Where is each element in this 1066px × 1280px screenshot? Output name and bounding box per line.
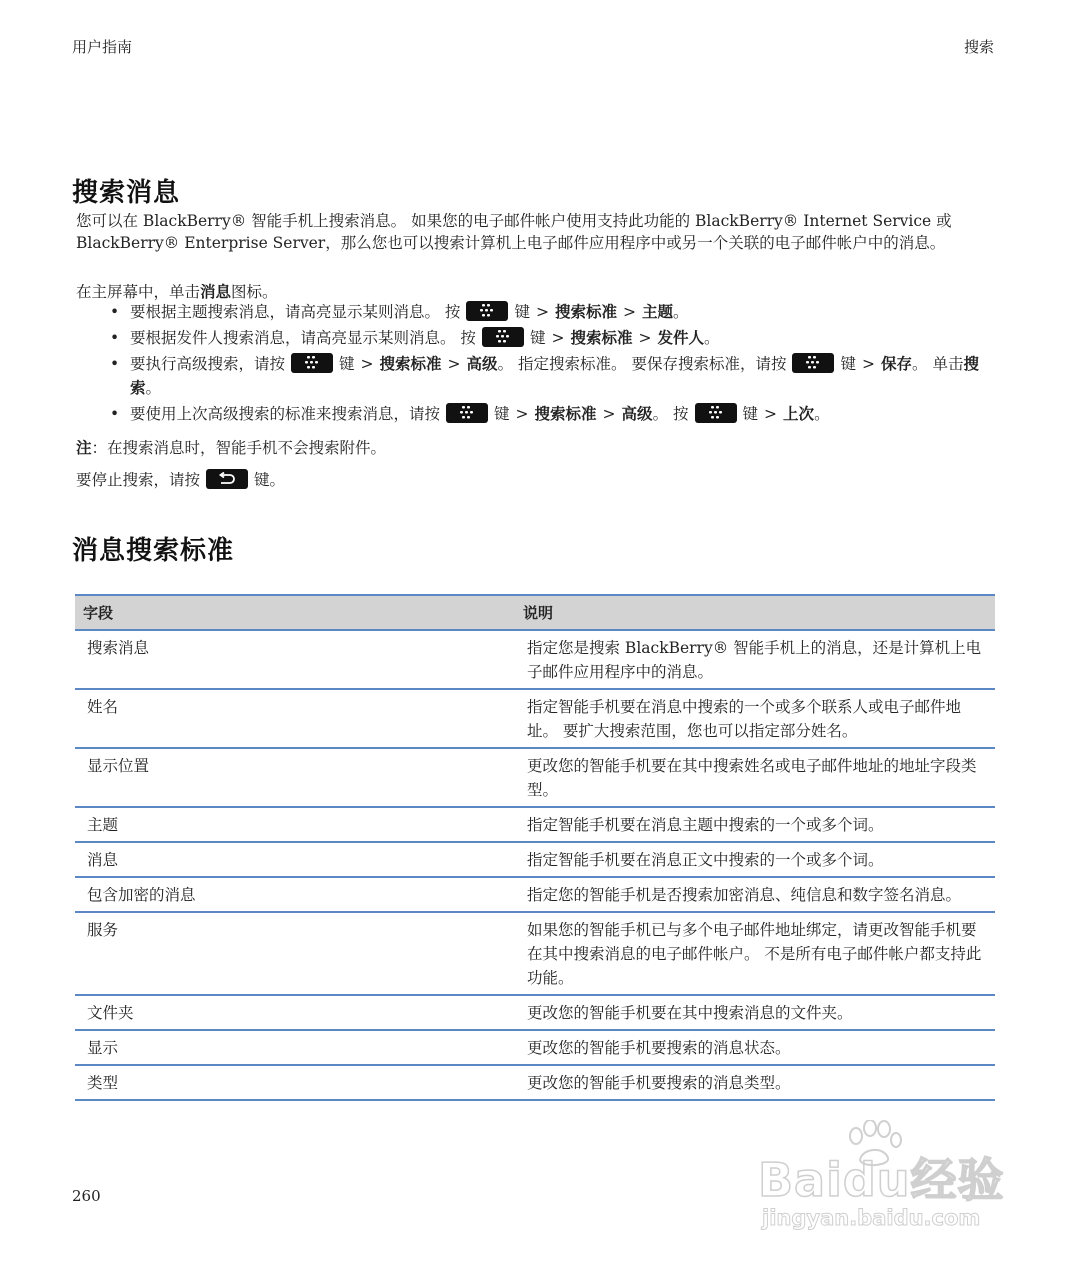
table-row — [75, 912, 995, 995]
lead-instruction: 在主屏幕中，单击消息图标。 — [76, 283, 278, 301]
list-item: • 要使用上次高级搜索的标准来搜索消息，请按 键 > 搜索标准 > 高级。 按 键 > 上次。 — [76, 402, 996, 426]
intro-paragraph: 您可以在 BlackBerry® 智能手机上搜索消息。 如果您的电子邮件帐户使用支持此功能的 BlackBerry® Internet Service 或 BlackBerry® Enterprise Server，那么您也可以搜索计算机上电子邮件应用程序中或另一个关联的电子邮件帐户中的消息。 — [76, 212, 952, 252]
note-label: 注 — [76, 439, 92, 457]
description-cell: 更改您的智能手机要搜索的消息状态。 — [515, 1030, 995, 1065]
table-row — [75, 689, 995, 748]
table-row — [75, 842, 995, 877]
column-header-description: 说明 — [515, 595, 995, 630]
field-cell: 包含加密的消息 — [75, 877, 515, 912]
description-cell: 如果您的智能手机已与多个电子邮件地址绑定，请更改智能手机要在其中搜索消息的电子邮件帐户。 不是所有电子邮件帐户都支持此功能。 — [515, 912, 995, 995]
description-cell: 更改您的智能手机要在其中搜索消息的文件夹。 — [515, 995, 995, 1030]
blackberry-menu-key-icon — [792, 353, 834, 373]
header-section-title: 搜索 — [963, 38, 994, 56]
field-cell: 姓名 — [75, 689, 515, 748]
description-cell: 指定智能手机要在消息正文中搜索的一个或多个词。 — [515, 842, 995, 877]
field-cell: 显示 — [75, 1030, 515, 1065]
baidu-watermark — [752, 1120, 1012, 1240]
field-cell: 服务 — [75, 912, 515, 995]
field-cell: 类型 — [75, 1065, 515, 1100]
list-item: • 要根据发件人搜索消息，请高亮显示某则消息。 按 键 > 搜索标准 > 发件人。 — [76, 326, 996, 350]
list-item: • 要执行高级搜索，请按 键 > 搜索标准 > 高级。 指定搜索标准。 要保存搜索标准，请按 键 > 保存。 单击搜索。 — [76, 352, 996, 400]
description-cell: 指定您的智能手机是否搜索加密消息、纯信息和数字签名消息。 — [515, 877, 995, 912]
escape-key-icon — [206, 469, 248, 489]
description-cell: 指定您是搜索 BlackBerry® 智能手机上的消息，还是计算机上电子邮件应用程序中的消息。 — [515, 630, 995, 689]
table-row — [75, 1030, 995, 1065]
field-cell: 文件夹 — [75, 995, 515, 1030]
description-cell: 指定智能手机要在消息中搜索的一个或多个联系人或电子邮件地址。 要扩大搜索范围，您也可以指定部分姓名。 — [515, 689, 995, 748]
watermark-main-text: Baidu经验 — [758, 1153, 1005, 1207]
field-cell: 搜索消息 — [75, 630, 515, 689]
blackberry-menu-key-icon — [482, 327, 524, 347]
blackberry-menu-key-icon — [466, 301, 508, 321]
description-cell: 更改您的智能手机要搜索的消息类型。 — [515, 1065, 995, 1100]
description-cell: 更改您的智能手机要在其中搜索姓名或电子邮件地址的地址字段类型。 — [515, 748, 995, 807]
table-row — [75, 995, 995, 1030]
field-cell: 显示位置 — [75, 748, 515, 807]
search-steps-list — [76, 300, 996, 428]
table-row — [75, 748, 995, 807]
section-title-search-criteria: 消息搜索标准 — [72, 536, 235, 566]
page-number: 260 — [72, 1187, 101, 1205]
blackberry-menu-key-icon — [446, 403, 488, 423]
search-criteria-table — [75, 594, 995, 1101]
note-paragraph: 注：在搜索消息时，智能手机不会搜索附件。 — [76, 439, 387, 457]
header-guide-title: 用户指南 — [72, 38, 133, 56]
watermark-url-text: jingyan.baidu.com — [762, 1206, 981, 1230]
column-header-field: 字段 — [75, 595, 515, 630]
blackberry-menu-key-icon — [695, 403, 737, 423]
table-row — [75, 1065, 995, 1100]
section-title-search-messages: 搜索消息 — [72, 178, 181, 208]
field-cell: 消息 — [75, 842, 515, 877]
table-row — [75, 807, 995, 842]
description-cell: 指定智能手机要在消息主题中搜索的一个或多个词。 — [515, 807, 995, 842]
table-row — [75, 877, 995, 912]
messages-icon-label: 消息 — [200, 283, 232, 301]
stop-search-instruction: 要停止搜索，请按 键。 — [76, 471, 286, 489]
blackberry-menu-key-icon — [291, 353, 333, 373]
table-row — [75, 630, 995, 689]
table-header-row — [75, 595, 995, 630]
field-cell: 主题 — [75, 807, 515, 842]
list-item: • 要根据主题搜索消息，请高亮显示某则消息。 按 键 > 搜索标准 > 主题。 — [76, 300, 996, 324]
